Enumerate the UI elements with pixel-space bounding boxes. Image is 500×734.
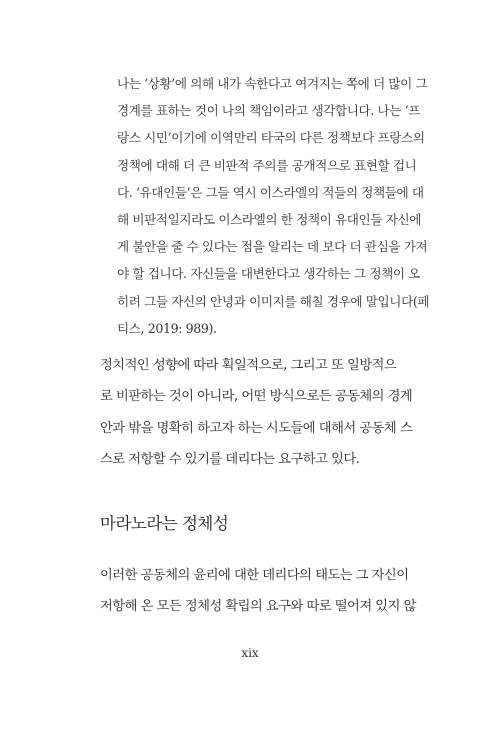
quote-line: 티스, 2019: 989). xyxy=(117,320,217,336)
quote-line: 나는 ‘상황’에 의해 내가 속한다고 여겨지는 쪽에 더 많이 그 xyxy=(117,76,428,91)
block-quote xyxy=(117,70,435,342)
quote-line: 야 할 겁니다. 자신들을 대변한다고 생각하는 그 정책이 오 xyxy=(117,266,421,282)
quote-line: 게 불안을 줄 수 있다는 점을 알리는 데 보다 더 관심을 가져 xyxy=(117,239,428,255)
quote-line: 해 비판적일지라도 이스라엘의 한 정책이 유대인들 자신에 xyxy=(117,212,421,228)
quote-line: 랑스 시민’이기에 이역만리 타국의 다른 정책보다 프랑스의 xyxy=(117,130,425,146)
paragraph-line: 저항해 온 모든 정체성 확립의 요구와 따로 떨어져 있지 않 xyxy=(100,599,416,615)
section-heading: 마라노라는 정체성 xyxy=(100,514,229,533)
quote-line: 경계를 표하는 것이 나의 책임이라고 생각합니다. 나는 ‘프 xyxy=(117,103,421,119)
closing-paragraph xyxy=(100,560,436,623)
paragraph-line: 로 비판하는 것이 아니라, 어떤 방식으로든 공동체의 경계 xyxy=(100,389,413,405)
body-paragraph xyxy=(100,350,436,476)
paragraph-line: 이러한 공동체의 윤리에 대한 데리다의 태도는 그 자신이 xyxy=(100,568,409,583)
quote-line: 히려 그들 자신의 안녕과 이미지를 해칠 경우에 말입니다(페 xyxy=(117,293,430,309)
page-number: xix xyxy=(241,646,259,660)
quote-line: 다. ‘유대인들’은 그들 역시 이스라엘의 적들의 정책들에 대 xyxy=(117,184,424,200)
paragraph-line: 안과 밖을 명확히 하고자 하는 시도들에 대해서 공동체 스 xyxy=(100,420,413,436)
paragraph-line: 스로 저항할 수 있기를 데리다는 요구하고 있다. xyxy=(100,452,360,468)
paragraph-line: 정치적인 성향에 따라 획일적으로, 그리고 또 일방적으 xyxy=(100,358,397,373)
quote-line: 정책에 대해 더 큰 비판적 주의를 공개적으로 표현할 겁니 xyxy=(117,157,417,173)
